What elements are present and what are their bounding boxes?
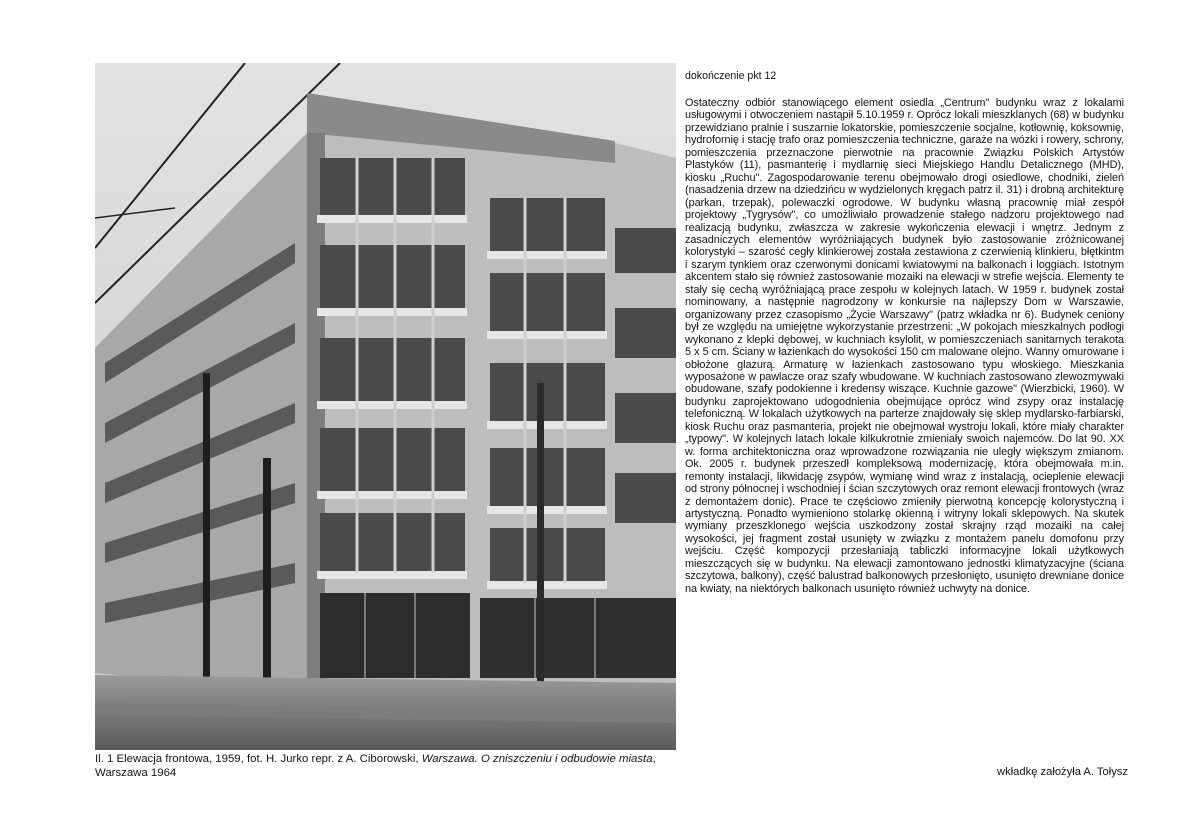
- figure-caption: [95, 752, 685, 780]
- caption-title: Warszawa. O zniszczeniu i odbudowie miasta: [421, 753, 653, 765]
- caption-text: Il. 1 Elewacja frontowa, 1959, fot. H. Jurko repr. z A. Ciborowski,: [95, 753, 422, 765]
- body-paragraph: Ostateczny odbiór stanowiącego element osiedla „Centrum" budynku wraz z lokalami usługowymi i otwoczeniem nastąpił 5.10.1959 r. Oprócz lokali mieszklanych (68) w budynku przewidziano pralnie i suszarnie lokatorskie, pomieszczenie socjalne, kotłownię, koksownię, hydrofornię i stację trafo oraz pomieszczenia techniczne, garaże na wózki i rowery, schrony, pomieszczenia przeznaczone pierwotnie na pracownie Związku Polskich Artystów Plastyków (11), pasmanterię i mydlarnię sieci Miejskiego Handlu Detalicznego (MHD), kiosku „Ruchu". Zagospodarowanie terenu obejmowało drogi osiedlowe, chodniki, zieleń (nasadzenia drzew na dziedzińcu w wydzielonych kręgach patrz il. 31) i drobną architekturę (parkan, trzepak), polewaczki ogrodowe. W budynku własną pracownię miał zespół projektowy „Tygrysów", co umożliwiało prowadzenie stałego nadzoru projektowego nad realizacją budynku, zwłaszcza w zakresie wykończenia elewacji i wnętrz. Jednym z zasadniczych elementów wyróżniających budynek było zastosowanie zróżnicowanej kolorystyki – szarość cegły klinkierowej została zestawiona z czerwienią klinkieru, błętkintm i szarym tynkiem oraz czerwonymi donicami kwiatowymi na balkonach i loggiach. Istotnym akcentem stało się również zastosowanie mozaiki na elewacji w strefie wejścia. Elementy te stały się cechą wyróżniającą prace zespołu w kolejnych latach. W 1959 r. budynek został nominowany, a następnie nagrodzony w konkursie na najlepszy Dom w Warszawie, organizowany przez czasopismo „Życie Warszawy" (patrz wkładka nr 6). Budynek ceniony był ze względu na umiejętne wykorzystanie przestrzeni: „W pokojach mieszkalnych podłogi wykonano z klepki dębowej, w kuchniach ksylolit, w pomieszczeniach sanitarnych terakota 5 x 5 cm. Ściany w łazienkach do wysokości 150 cm malowane olejno. Wanny omurowane i obłożone glazurą. Armaturę w łazienkach zastosowano typu włoskiego. Mieszkania wyposażone w pawlacze oraz szafy wbudowane. W kuchniach zastosowano zlewozmywaki obudowane, szafy podokienne i kredensy wiszące. Kuchnie gazowe" (Wierzbicki, 1960). W budynku zaprojektowano udogodnienia obejmujące oprócz wind zsypy oraz instalację telefoniczną. W lokalach użytkowych na parterze znajdowały się sklep mydlarsko-farbiarski, kiosk Ruchu oraz pasmanteria, projekt nie obejmował wystroju lokali, które miały charakter „typowy". W kolejnych latach lokale kilkukrotnie zmieniały swoich najemców. Do lat 90. XX w. forma architektoniczna oraz wprowadzone rozwiązania nie uległy większym zmianom. Ok. 2005 r. budynek przeszedł kompleksową modernizację, która obejmowała m.in. remonty instalacji, likwidację zsypów, wymianę wind wraz z instalacją, ocieplenie elewacji od strony północnej i wschodniej i ścian szczytowych oraz remont elewacji frontowych (wraz z demontażem donic). Prace te częściowo zmieniły pierwotną koncepcję kolorystyczną i artystyczną. Ponadto wymieniono stolarkę okienną i witryny lokali sklepowych. Na skutek wymiany przeszklonego wejścia uszkodzony został skrajny rząd mozaiki na całej wysokości, jej fragment został usunięty w związku z montażem panelu domofonu przy wejściu. Część kompozycji przesłaniają tabliczki informacyjne lokali użytkowych mieszczących się w budynku. Na elewacji zamontowano jednostki klimatyzacyjne (ściana szczytowa, balkony), część balustrad balkonowych przesłonięto, usunięto drewniane donice na kwiaty, na niektórych balkonach usunięto również uchwyty na donice.: [685, 97, 1124, 595]
- section-label: dokończenie pkt 12: [685, 70, 777, 82]
- text-column: [685, 70, 1124, 595]
- credit-line: wkładkę założyła A. Tołysz: [997, 766, 1128, 778]
- caption-text-end: , Warszawa 1964: [95, 753, 656, 779]
- building-photo: [95, 63, 676, 750]
